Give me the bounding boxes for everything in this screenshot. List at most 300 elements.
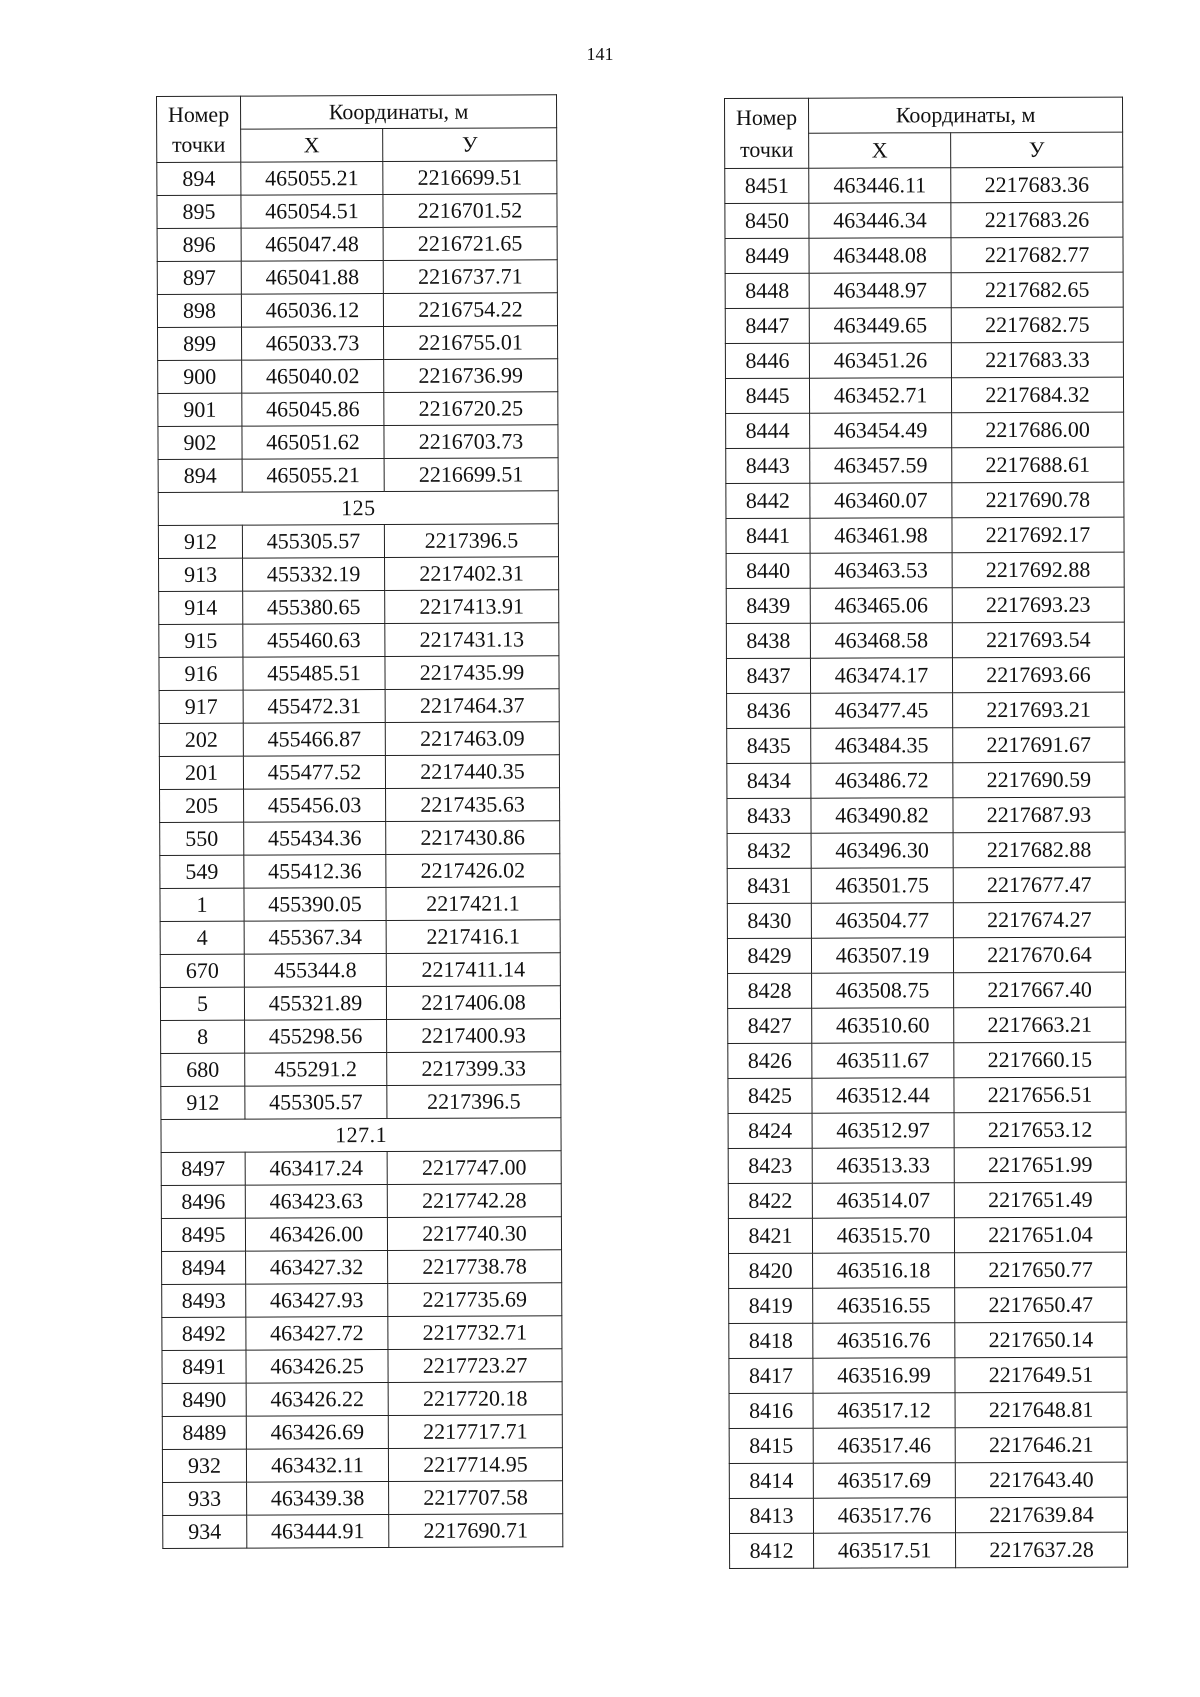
x-coordinate-cell: 463513.33 — [812, 1148, 954, 1183]
point-number-cell: 8424 — [728, 1113, 812, 1148]
table-row — [160, 986, 560, 1021]
table-row — [162, 1316, 562, 1351]
table-row — [160, 953, 560, 988]
table-row — [728, 972, 1126, 1008]
point-number-cell: 8433 — [727, 798, 811, 833]
y-coordinate-cell: 2217643.40 — [955, 1462, 1127, 1498]
x-coordinate-cell: 463501.75 — [811, 868, 953, 903]
y-coordinate-cell: 2217653.12 — [954, 1112, 1126, 1148]
y-coordinate-cell: 2216736.99 — [384, 359, 558, 393]
y-coordinate-cell: 2217435.63 — [386, 788, 560, 822]
point-number-cell: 8493 — [162, 1284, 246, 1317]
y-coordinate-cell: 2217691.67 — [953, 727, 1125, 763]
table-row — [161, 1052, 561, 1087]
point-number-header-line1: Номер — [735, 104, 798, 130]
x-coordinate-cell: 463507.19 — [811, 938, 953, 973]
y-header: У — [383, 128, 557, 162]
table-row — [729, 1357, 1127, 1393]
y-coordinate-cell: 2217651.04 — [954, 1217, 1126, 1253]
coordinates-table-left — [156, 94, 563, 1549]
x-coordinate-cell: 463516.76 — [813, 1323, 955, 1358]
table-row — [162, 1415, 562, 1450]
y-coordinate-cell: 2217723.27 — [388, 1349, 562, 1383]
table-row — [162, 1382, 562, 1417]
x-coordinate-cell: 463451.26 — [809, 343, 951, 378]
table-row — [159, 590, 559, 625]
y-coordinate-cell: 2216703.73 — [384, 425, 558, 459]
table-row — [158, 425, 558, 460]
page-number: 141 — [586, 44, 614, 64]
point-number-cell: 8421 — [728, 1218, 812, 1253]
point-number-cell: 8431 — [727, 868, 811, 903]
point-number-cell: 8450 — [725, 203, 809, 238]
table-row — [725, 342, 1123, 378]
x-coordinate-cell: 465033.73 — [242, 327, 384, 361]
point-number-cell: 8 — [161, 1020, 245, 1053]
point-number-cell: 8490 — [162, 1383, 246, 1416]
point-number-cell: 8428 — [728, 973, 812, 1008]
left-table-body — [157, 161, 563, 1549]
table-row — [730, 1532, 1128, 1568]
x-coordinate-cell: 455344.8 — [244, 954, 386, 988]
x-coordinate-cell: 463423.63 — [245, 1185, 387, 1219]
y-coordinate-cell: 2217690.59 — [953, 762, 1125, 798]
x-header: Х — [241, 129, 383, 163]
point-number-cell: 8415 — [729, 1428, 813, 1463]
y-coordinate-cell: 2217742.28 — [387, 1184, 561, 1218]
y-coordinate-cell: 2217707.58 — [389, 1481, 563, 1515]
x-coordinate-cell: 465047.48 — [241, 228, 383, 262]
y-coordinate-cell: 2217413.91 — [385, 590, 559, 624]
y-coordinate-cell: 2217421.1 — [386, 887, 560, 921]
table-row — [158, 392, 558, 427]
point-number-cell: 8438 — [726, 623, 810, 658]
point-number-cell: 8418 — [729, 1323, 813, 1358]
table-row — [729, 1462, 1127, 1498]
table-row — [728, 1007, 1126, 1043]
y-coordinate-cell: 2217690.78 — [952, 482, 1124, 518]
y-coordinate-cell: 2217651.99 — [954, 1147, 1126, 1183]
table-row — [157, 227, 557, 262]
y-coordinate-cell: 2217747.00 — [387, 1151, 561, 1185]
table-row — [160, 821, 560, 856]
x-coordinate-cell: 463454.49 — [810, 413, 952, 448]
y-coordinate-cell: 2217683.26 — [951, 202, 1123, 238]
point-number-cell: 4 — [160, 921, 244, 954]
y-coordinate-cell: 2217692.17 — [952, 517, 1124, 553]
table-row — [729, 1497, 1127, 1533]
right-table-body — [725, 167, 1128, 1568]
x-coordinate-cell: 463452.71 — [809, 378, 951, 413]
point-number-cell: 670 — [160, 954, 244, 987]
x-coordinate-cell: 465041.88 — [241, 261, 383, 295]
table-row — [725, 307, 1123, 343]
x-coordinate-cell: 463474.17 — [810, 658, 952, 693]
x-coordinate-cell: 455390.05 — [244, 888, 386, 922]
x-coordinate-cell: 463446.34 — [809, 203, 951, 238]
x-coordinate-cell: 463512.97 — [812, 1113, 954, 1148]
table-row — [159, 656, 559, 691]
x-coordinate-cell: 455291.2 — [245, 1053, 387, 1087]
point-number-cell: 8442 — [726, 483, 810, 518]
point-number-cell: 8416 — [729, 1393, 813, 1428]
table-row — [726, 482, 1124, 518]
y-coordinate-cell: 2217740.30 — [387, 1217, 561, 1251]
y-coordinate-cell: 2217674.27 — [953, 902, 1125, 938]
y-coordinate-cell: 2216755.01 — [384, 326, 558, 360]
point-number-cell: 8491 — [162, 1350, 246, 1383]
point-number-cell: 915 — [159, 624, 243, 657]
x-coordinate-cell: 465036.12 — [241, 294, 383, 328]
table-row — [725, 272, 1123, 308]
table-row — [727, 692, 1125, 728]
point-number-cell: 8497 — [161, 1152, 245, 1185]
y-coordinate-cell: 2216754.22 — [383, 293, 557, 327]
table-row — [161, 1184, 561, 1219]
table-row — [159, 689, 559, 724]
y-coordinate-cell: 2217693.21 — [953, 692, 1125, 728]
point-number-cell: 8432 — [727, 833, 811, 868]
y-coordinate-cell: 2217406.08 — [386, 986, 560, 1020]
y-coordinate-cell: 2217660.15 — [954, 1042, 1126, 1078]
y-coordinate-cell: 2217411.14 — [386, 953, 560, 987]
point-number-cell: 934 — [163, 1515, 247, 1548]
y-coordinate-cell: 2216721.65 — [383, 227, 557, 261]
table-row — [727, 832, 1125, 868]
table-row — [729, 1427, 1127, 1463]
y-coordinate-cell: 2217735.69 — [388, 1283, 562, 1317]
point-number-cell: 8425 — [728, 1078, 812, 1113]
point-number-cell: 913 — [159, 558, 243, 591]
table-row — [161, 1217, 561, 1252]
table-row — [162, 1448, 562, 1483]
x-coordinate-cell: 463448.97 — [809, 273, 951, 308]
table-row — [726, 552, 1124, 588]
x-coordinate-cell: 455321.89 — [244, 987, 386, 1021]
y-coordinate-cell: 2217682.77 — [951, 237, 1123, 273]
x-coordinate-cell: 465055.21 — [241, 162, 383, 196]
y-coordinate-cell: 2217690.71 — [389, 1514, 563, 1548]
x-coordinate-cell: 463510.60 — [812, 1008, 954, 1043]
table-row — [728, 1182, 1126, 1218]
point-number-cell: 897 — [157, 261, 241, 294]
table-row — [727, 902, 1125, 938]
x-coordinate-cell: 463417.24 — [245, 1152, 387, 1186]
table-row — [158, 458, 558, 493]
x-coordinate-cell: 463457.59 — [810, 448, 952, 483]
y-coordinate-cell: 2217693.54 — [952, 622, 1124, 658]
table-row — [727, 937, 1125, 973]
x-header: Х — [809, 133, 951, 168]
x-coordinate-cell: 463516.55 — [813, 1288, 955, 1323]
point-number-cell: 8422 — [728, 1183, 812, 1218]
point-number-cell: 898 — [157, 294, 241, 327]
x-coordinate-cell: 455380.65 — [243, 591, 385, 625]
table-row — [727, 797, 1125, 833]
x-coordinate-cell: 455305.57 — [245, 1086, 387, 1120]
point-number-cell: 8494 — [162, 1251, 246, 1284]
y-coordinate-cell: 2217663.21 — [954, 1007, 1126, 1043]
x-coordinate-cell: 463444.91 — [247, 1514, 389, 1548]
y-coordinate-cell: 2217639.84 — [955, 1497, 1127, 1533]
x-coordinate-cell: 465040.02 — [242, 360, 384, 394]
x-coordinate-cell: 455477.52 — [243, 756, 385, 790]
point-number-cell: 201 — [159, 756, 243, 789]
x-coordinate-cell: 455367.34 — [244, 921, 386, 955]
x-coordinate-cell: 463460.07 — [810, 483, 952, 518]
y-coordinate-cell: 2217396.5 — [384, 524, 558, 558]
table-row — [159, 557, 559, 592]
table-row — [157, 161, 557, 196]
point-number-cell: 8445 — [725, 378, 809, 413]
point-number-cell: 914 — [159, 591, 243, 624]
x-coordinate-cell: 463514.07 — [812, 1183, 954, 1218]
table-row — [158, 326, 558, 361]
y-coordinate-cell: 2217650.14 — [955, 1322, 1127, 1358]
point-number-cell: 933 — [163, 1482, 247, 1515]
point-number-cell: 8435 — [727, 728, 811, 763]
table-row — [728, 1077, 1126, 1113]
y-coordinate-cell: 2217684.32 — [951, 377, 1123, 413]
point-number-cell: 8489 — [162, 1416, 246, 1449]
point-number-header — [157, 96, 241, 162]
x-coordinate-cell: 465045.86 — [242, 393, 384, 427]
x-coordinate-cell: 463490.82 — [811, 798, 953, 833]
table-row — [161, 1085, 561, 1120]
point-number-header-line2: точки — [172, 131, 226, 157]
table-row — [728, 1147, 1126, 1183]
point-number-header-line1: Номер — [167, 101, 230, 127]
point-number-cell: 549 — [160, 855, 244, 888]
point-number-header-line2: точки — [739, 136, 794, 162]
table-row — [157, 293, 557, 328]
x-coordinate-cell: 455472.31 — [243, 690, 385, 724]
table-row — [162, 1349, 562, 1384]
y-coordinate-cell: 2217720.18 — [388, 1382, 562, 1416]
x-coordinate-cell: 465055.21 — [242, 459, 384, 493]
y-coordinate-cell: 2217688.61 — [952, 447, 1124, 483]
x-coordinate-cell: 463465.06 — [810, 588, 952, 623]
point-number-header — [725, 98, 809, 168]
x-coordinate-cell: 463517.76 — [813, 1498, 955, 1533]
point-number-cell: 8417 — [729, 1358, 813, 1393]
y-coordinate-cell: 2217682.65 — [951, 272, 1123, 308]
table-row — [725, 377, 1123, 413]
table-row — [158, 359, 558, 394]
point-number-cell: 8427 — [728, 1008, 812, 1043]
table-row — [159, 722, 559, 757]
table-row — [160, 854, 560, 889]
x-coordinate-cell: 463427.72 — [246, 1317, 388, 1351]
x-coordinate-cell: 455460.63 — [243, 624, 385, 658]
x-coordinate-cell: 455332.19 — [243, 558, 385, 592]
point-number-cell: 8439 — [726, 588, 810, 623]
y-coordinate-cell: 2217399.33 — [387, 1052, 561, 1086]
table-row — [162, 1283, 562, 1318]
point-number-cell: 900 — [158, 360, 242, 393]
y-coordinate-cell: 2217646.21 — [955, 1427, 1127, 1463]
point-number-cell: 8429 — [727, 938, 811, 973]
point-number-cell: 8443 — [726, 448, 810, 483]
point-number-cell: 8419 — [729, 1288, 813, 1323]
y-coordinate-cell: 2217637.28 — [956, 1532, 1128, 1568]
table-row — [726, 447, 1124, 483]
table-row — [162, 1250, 562, 1285]
y-coordinate-cell: 2217416.1 — [386, 920, 560, 954]
x-coordinate-cell: 455305.57 — [242, 525, 384, 559]
table-row — [158, 524, 558, 559]
coordinates-header: Координаты, м — [241, 95, 557, 129]
point-number-cell: 8447 — [725, 308, 809, 343]
x-coordinate-cell: 463439.38 — [247, 1481, 389, 1515]
y-coordinate-cell: 2216701.52 — [383, 194, 557, 228]
point-number-cell: 550 — [160, 822, 244, 855]
point-number-cell: 896 — [157, 228, 241, 261]
point-number-cell: 8495 — [161, 1218, 245, 1251]
point-number-cell: 916 — [159, 657, 243, 690]
point-number-cell: 202 — [159, 723, 243, 756]
table-row — [725, 202, 1123, 238]
table-row — [728, 1112, 1126, 1148]
point-number-cell: 8437 — [726, 658, 810, 693]
table-row — [160, 788, 560, 823]
table-row — [727, 762, 1125, 798]
y-coordinate-cell: 2217650.77 — [955, 1252, 1127, 1288]
y-coordinate-cell: 2216699.51 — [383, 161, 557, 195]
x-coordinate-cell: 465054.51 — [241, 195, 383, 229]
x-coordinate-cell: 455434.36 — [244, 822, 386, 856]
point-number-cell: 8451 — [725, 168, 809, 203]
point-number-cell: 902 — [158, 426, 242, 459]
y-coordinate-cell: 2217682.88 — [953, 832, 1125, 868]
table-row — [729, 1322, 1127, 1358]
table-row — [725, 237, 1123, 273]
x-coordinate-cell: 463461.98 — [810, 518, 952, 553]
y-coordinate-cell: 2217440.35 — [385, 755, 559, 789]
point-number-cell: 912 — [158, 525, 242, 558]
point-number-cell: 917 — [159, 690, 243, 723]
y-coordinate-cell: 2217738.78 — [388, 1250, 562, 1284]
table-row — [727, 727, 1125, 763]
x-coordinate-cell: 463517.51 — [814, 1533, 956, 1568]
x-coordinate-cell: 463512.44 — [812, 1078, 954, 1113]
x-coordinate-cell: 463426.25 — [246, 1349, 388, 1383]
table-row — [160, 920, 560, 955]
x-coordinate-cell: 463463.53 — [810, 553, 952, 588]
point-number-cell: 901 — [158, 393, 242, 426]
y-coordinate-cell: 2217714.95 — [388, 1448, 562, 1482]
table-row — [157, 260, 557, 295]
table-row — [157, 194, 557, 229]
table-row — [163, 1481, 563, 1516]
point-number-cell: 8496 — [161, 1185, 245, 1218]
x-coordinate-cell: 463504.77 — [811, 903, 953, 938]
table-row — [159, 623, 559, 658]
x-coordinate-cell: 463508.75 — [812, 973, 954, 1008]
table-row — [727, 867, 1125, 903]
x-coordinate-cell: 463516.99 — [813, 1358, 955, 1393]
table-row — [726, 657, 1124, 693]
y-coordinate-cell: 2217693.23 — [952, 587, 1124, 623]
point-number-cell: 8414 — [729, 1463, 813, 1498]
y-coordinate-cell: 2217687.93 — [953, 797, 1125, 833]
y-coordinate-cell: 2216737.71 — [383, 260, 557, 294]
point-number-cell: 8413 — [729, 1498, 813, 1533]
y-header: У — [951, 132, 1123, 168]
section-label: 127.1 — [161, 1118, 561, 1153]
point-number-cell: 5 — [160, 987, 244, 1020]
x-coordinate-cell: 463426.00 — [245, 1218, 387, 1252]
point-number-cell: 894 — [158, 459, 242, 492]
point-number-cell: 205 — [160, 789, 244, 822]
table-row — [729, 1392, 1127, 1428]
y-coordinate-cell: 2217651.49 — [954, 1182, 1126, 1218]
table-row — [725, 167, 1123, 203]
point-number-cell: 8434 — [727, 763, 811, 798]
y-coordinate-cell: 2217464.37 — [385, 689, 559, 723]
table-row — [161, 1019, 561, 1054]
table-row — [163, 1514, 563, 1549]
point-number-cell: 8426 — [728, 1043, 812, 1078]
coordinates-table-right — [724, 97, 1128, 1569]
y-coordinate-cell: 2217656.51 — [954, 1077, 1126, 1113]
x-coordinate-cell: 463496.30 — [811, 833, 953, 868]
y-coordinate-cell: 2217686.00 — [952, 412, 1124, 448]
y-coordinate-cell: 2217677.47 — [953, 867, 1125, 903]
section-label: 125 — [158, 491, 558, 526]
y-coordinate-cell: 2217430.86 — [386, 821, 560, 855]
point-number-cell: 895 — [157, 195, 241, 228]
x-coordinate-cell: 463432.11 — [246, 1448, 388, 1482]
y-coordinate-cell: 2217649.51 — [955, 1357, 1127, 1393]
x-coordinate-cell: 463449.65 — [809, 308, 951, 343]
y-coordinate-cell: 2217402.31 — [385, 557, 559, 591]
table-row — [728, 1217, 1126, 1253]
point-number-cell: 8448 — [725, 273, 809, 308]
y-coordinate-cell: 2217426.02 — [386, 854, 560, 888]
y-coordinate-cell: 2217648.81 — [955, 1392, 1127, 1428]
table-row — [161, 1151, 561, 1186]
point-number-cell: 8436 — [727, 693, 811, 728]
x-coordinate-cell: 463427.32 — [246, 1251, 388, 1285]
point-number-cell: 8412 — [730, 1533, 814, 1568]
y-coordinate-cell: 2217667.40 — [954, 972, 1126, 1008]
x-coordinate-cell: 463511.67 — [812, 1043, 954, 1078]
y-coordinate-cell: 2217693.66 — [952, 657, 1124, 693]
y-coordinate-cell: 2217396.5 — [387, 1085, 561, 1119]
y-coordinate-cell: 2217692.88 — [952, 552, 1124, 588]
x-coordinate-cell: 463426.69 — [246, 1415, 388, 1449]
x-coordinate-cell: 455466.87 — [243, 723, 385, 757]
point-number-cell: 894 — [157, 162, 241, 195]
x-coordinate-cell: 463468.58 — [810, 623, 952, 658]
section-row — [158, 491, 558, 526]
point-number-cell: 8441 — [726, 518, 810, 553]
table-row — [729, 1287, 1127, 1323]
y-coordinate-cell: 2217435.99 — [385, 656, 559, 690]
x-coordinate-cell: 455298.56 — [245, 1020, 387, 1054]
section-row — [161, 1118, 561, 1153]
x-coordinate-cell: 463446.11 — [809, 168, 951, 203]
x-coordinate-cell: 463477.45 — [811, 693, 953, 728]
point-number-cell: 912 — [161, 1086, 245, 1119]
x-coordinate-cell: 465051.62 — [242, 426, 384, 460]
point-number-cell: 8492 — [162, 1317, 246, 1350]
y-coordinate-cell: 2217717.71 — [388, 1415, 562, 1449]
x-coordinate-cell: 463517.12 — [813, 1393, 955, 1428]
y-coordinate-cell: 2217732.71 — [388, 1316, 562, 1350]
y-coordinate-cell: 2217650.47 — [955, 1287, 1127, 1323]
